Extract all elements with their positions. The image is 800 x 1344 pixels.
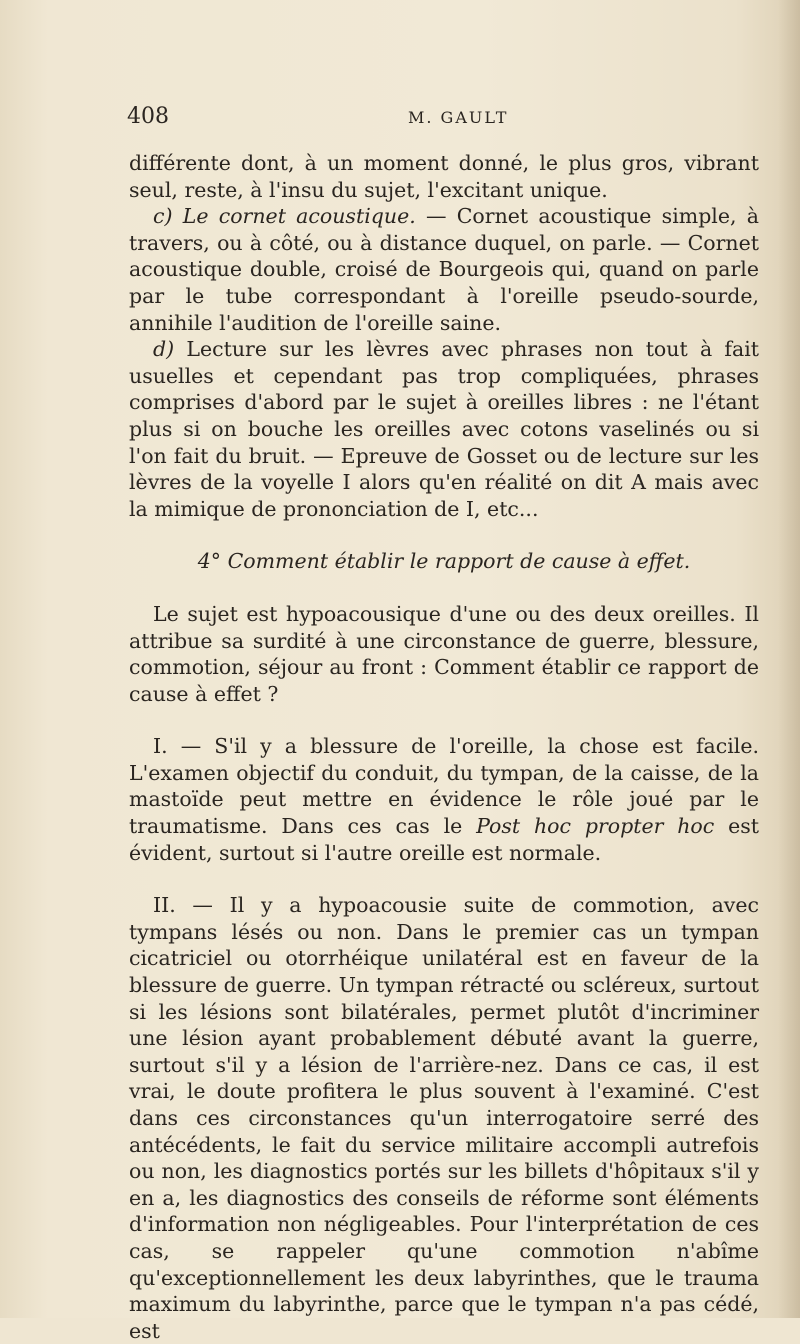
section-label-d: d) bbox=[153, 337, 175, 362]
latin-phrase: Post hoc propter hoc bbox=[476, 814, 715, 839]
paragraph-text: Lecture sur les lèvres avec phrases non tout à fait usuelles et cependant pas trop compliquées, phrases comprises d'abord par le sujet à oreilles libres : ne l'étant plus si on bouche les oreilles avec cotons vaselinés ou si l'on fait du bruit. — Epreuve de Gosset ou de lecture sur les lèvres de la voyelle I alors qu'en réalité on dit A mais avec la mimique de prononciation de I, etc... bbox=[129, 337, 759, 521]
paragraph-lecture-levres bbox=[129, 336, 759, 522]
section-heading: 4° Comment établir le rapport de cause à effet. bbox=[197, 549, 691, 574]
page-number: 408 bbox=[127, 104, 169, 129]
paragraph-cornet-acoustique bbox=[129, 203, 759, 336]
section-label-c: c) Le cornet acoustique. bbox=[153, 204, 416, 229]
paragraph-point-two: II. — Il y a hypoacousie suite de commotion, avec tympans lésés ou non. Dans le premier cas un tympan cicatriciel ou otorrhéique unilatéral est en faveur de la blessure de guerre. Un tympan rétracté ou scléreux, surtout si les lésions sont bilatérales, permet plutôt d'incriminer une lésion ayant probablement débuté avant la guerre, surtout s'il y a lésion de l'arrière-nez. Dans ce cas, il est vrai, le doute profitera le plus souvent à l'examiné. C'est dans ces circonstances qu'un interrogatoire serré des antécédents, le fait du service militaire accompli autrefois ou non, les diagnostics portés sur les billets d'hôpitaux s'il y en a, les diagnostics des conseils de réforme sont éléments d'information non négligeables. Pour l'interprétation de ces cas, se rappeler qu'une commotion n'abîme qu'exceptionnellement les deux labyrinthes, que le trauma maximum du labyrinthe, parce que le tympan n'a pas cédé, est bbox=[129, 893, 759, 1343]
paragraph-text: I. — S'il y a blessure de l'oreille, la chose est facile. L'examen objectif du conduit, du tympan, de la caisse, de la mastoïde peut mettre en évidence le rôle joué par le traumatisme. Dans ces cas le bbox=[129, 734, 759, 839]
paragraph-text: — Cornet acoustique simple, à travers, ou à côté, ou à distance duquel, on parle. — Cornet acoustique double, croisé de Bourgeois qui, quand on parle par le tube correspondant à l'oreille pseudo-sourde, annihile l'audition de l'oreille saine. bbox=[129, 204, 759, 335]
spacer bbox=[129, 575, 759, 601]
paragraph-continuation: différente dont, à un moment donné, le plus gros, vibrant seul, reste, à l'insu du sujet, l'excitant unique. bbox=[129, 151, 759, 202]
paragraph-point-one bbox=[129, 733, 759, 866]
running-head: M. GAULT bbox=[408, 108, 509, 127]
page-header bbox=[127, 104, 757, 134]
paragraph-intro: Le sujet est hypoacousique d'une ou des deux oreilles. Il attribue sa surdité à une circonstance de guerre, blessure, commotion, séjour au front : Comment établir ce rapport de cause à effet ? bbox=[129, 601, 759, 706]
spacer bbox=[129, 707, 759, 733]
spacer bbox=[129, 866, 759, 892]
paragraph-text: est évident, surtout si l'autre oreille est normale. bbox=[129, 814, 759, 865]
spacer bbox=[129, 522, 759, 548]
body-text bbox=[129, 150, 759, 1344]
page-spine-shadow bbox=[778, 0, 800, 1318]
